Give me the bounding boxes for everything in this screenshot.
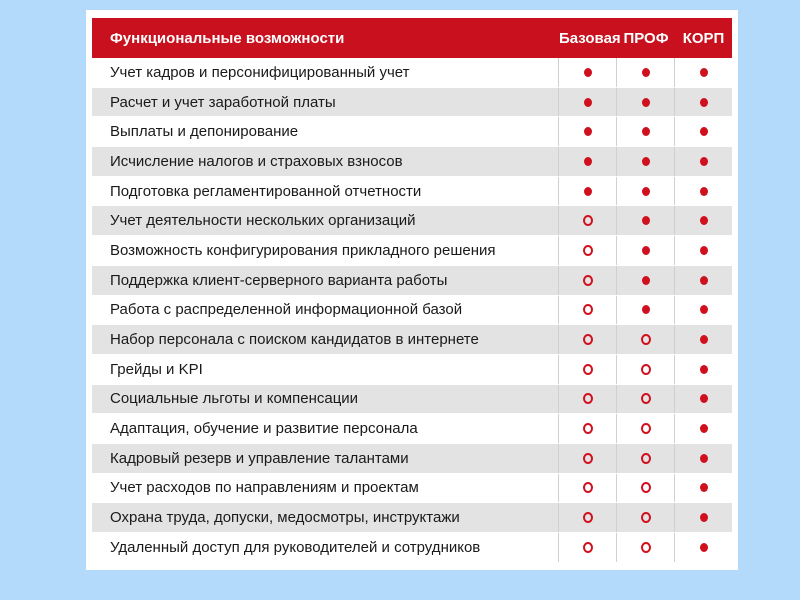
header-basic: Базовая <box>559 29 621 47</box>
ring-icon <box>641 423 651 434</box>
row-cell-basic <box>559 533 617 562</box>
table-row <box>92 325 732 355</box>
table-row <box>92 444 732 474</box>
row-cell-korp <box>675 206 732 235</box>
filled-dot-icon <box>700 68 708 77</box>
table-row <box>92 117 732 147</box>
table-row <box>92 355 732 385</box>
filled-dot-icon <box>642 246 650 255</box>
filled-dot-icon <box>700 394 708 403</box>
table-row <box>92 385 732 415</box>
ring-icon <box>641 393 651 404</box>
ring-icon <box>583 393 593 404</box>
row-cell-prof <box>617 206 675 235</box>
row-cell-korp <box>675 533 732 562</box>
row-label: Учет кадров и персонифицированный учет <box>92 58 559 87</box>
row-cell-korp <box>675 385 732 414</box>
row-cell-korp <box>675 58 732 87</box>
row-cell-korp <box>675 414 732 443</box>
filled-dot-icon <box>700 216 708 225</box>
row-cell-prof <box>617 266 675 295</box>
row-cell-prof <box>617 385 675 414</box>
row-cell-korp <box>675 444 732 473</box>
row-cell-prof <box>617 236 675 265</box>
row-cell-korp <box>675 325 732 354</box>
filled-dot-icon <box>700 127 708 136</box>
filled-dot-icon <box>642 187 650 196</box>
filled-dot-icon <box>642 276 650 285</box>
filled-dot-icon <box>700 335 708 344</box>
filled-dot-icon <box>584 68 592 77</box>
row-cell-basic <box>559 385 617 414</box>
row-cell-korp <box>675 236 732 265</box>
row-label: Учет деятельности нескольких организаций <box>92 206 559 235</box>
row-cell-basic <box>559 355 617 384</box>
ring-icon <box>583 275 593 286</box>
filled-dot-icon <box>642 216 650 225</box>
row-cell-basic <box>559 147 617 176</box>
row-label: Выплаты и депонирование <box>92 117 559 146</box>
filled-dot-icon <box>584 127 592 136</box>
row-cell-basic <box>559 236 617 265</box>
ring-icon <box>583 482 593 493</box>
filled-dot-icon <box>700 365 708 374</box>
row-label: Подготовка регламентированной отчетности <box>92 177 559 206</box>
filled-dot-icon <box>700 424 708 433</box>
ring-icon <box>641 542 651 553</box>
feature-comparison-table <box>92 18 732 558</box>
filled-dot-icon <box>642 127 650 136</box>
ring-icon <box>641 334 651 345</box>
row-label: Социальные льготы и компенсации <box>92 385 559 414</box>
header-feature: Функциональные возможности <box>110 29 345 47</box>
row-cell-basic <box>559 444 617 473</box>
row-cell-basic <box>559 206 617 235</box>
table-row <box>92 58 732 88</box>
table-row <box>92 177 732 207</box>
row-cell-korp <box>675 474 732 503</box>
table-body <box>92 58 732 563</box>
filled-dot-icon <box>642 157 650 166</box>
row-label: Набор персонала с поиском кандидатов в интернете <box>92 325 559 354</box>
filled-dot-icon <box>700 305 708 314</box>
table-row <box>92 296 732 326</box>
row-cell-prof <box>617 58 675 87</box>
row-cell-basic <box>559 474 617 503</box>
filled-dot-icon <box>584 187 592 196</box>
filled-dot-icon <box>700 157 708 166</box>
row-label: Охрана труда, допуски, медосмотры, инструктажи <box>92 503 559 532</box>
row-cell-prof <box>617 296 675 325</box>
row-label: Учет расходов по направлениям и проектам <box>92 474 559 503</box>
row-cell-prof <box>617 117 675 146</box>
row-label: Работа с распределенной информационной базой <box>92 296 559 325</box>
filled-dot-icon <box>700 246 708 255</box>
row-cell-basic <box>559 414 617 443</box>
row-cell-korp <box>675 177 732 206</box>
row-cell-basic <box>559 266 617 295</box>
row-cell-prof <box>617 474 675 503</box>
filled-dot-icon <box>700 483 708 492</box>
table-header <box>92 18 732 58</box>
ring-icon <box>641 364 651 375</box>
row-cell-prof <box>617 88 675 117</box>
row-cell-prof <box>617 355 675 384</box>
ring-icon <box>583 453 593 464</box>
row-cell-prof <box>617 325 675 354</box>
filled-dot-icon <box>700 513 708 522</box>
header-prof: ПРОФ <box>623 29 669 47</box>
row-cell-prof <box>617 533 675 562</box>
row-cell-korp <box>675 117 732 146</box>
ring-icon <box>583 364 593 375</box>
row-label: Поддержка клиент-серверного варианта работы <box>92 266 559 295</box>
row-cell-korp <box>675 296 732 325</box>
ring-icon <box>583 215 593 226</box>
row-label: Возможность конфигурирования прикладного решения <box>92 236 559 265</box>
filled-dot-icon <box>700 98 708 107</box>
table-row <box>92 474 732 504</box>
row-cell-basic <box>559 117 617 146</box>
ring-icon <box>641 512 651 523</box>
header-korp: КОРП <box>682 29 725 47</box>
table-row <box>92 414 732 444</box>
ring-icon <box>583 304 593 315</box>
table-row <box>92 88 732 118</box>
row-cell-korp <box>675 266 732 295</box>
filled-dot-icon <box>642 68 650 77</box>
row-cell-basic <box>559 58 617 87</box>
row-cell-korp <box>675 503 732 532</box>
table-row <box>92 206 732 236</box>
row-cell-prof <box>617 444 675 473</box>
row-label: Кадровый резерв и управление талантами <box>92 444 559 473</box>
row-cell-prof <box>617 147 675 176</box>
ring-icon <box>583 423 593 434</box>
table-row <box>92 533 732 563</box>
row-label: Удаленный доступ для руководителей и сотрудников <box>92 533 559 562</box>
filled-dot-icon <box>700 187 708 196</box>
row-cell-prof <box>617 414 675 443</box>
table-row <box>92 266 732 296</box>
row-label: Расчет и учет заработной платы <box>92 88 559 117</box>
row-cell-basic <box>559 503 617 532</box>
row-cell-korp <box>675 355 732 384</box>
ring-icon <box>583 334 593 345</box>
filled-dot-icon <box>584 157 592 166</box>
row-cell-basic <box>559 88 617 117</box>
table-row <box>92 147 732 177</box>
ring-icon <box>641 453 651 464</box>
row-cell-basic <box>559 325 617 354</box>
row-cell-basic <box>559 296 617 325</box>
filled-dot-icon <box>642 98 650 107</box>
ring-icon <box>641 482 651 493</box>
ring-icon <box>583 245 593 256</box>
ring-icon <box>583 542 593 553</box>
row-cell-korp <box>675 147 732 176</box>
filled-dot-icon <box>642 305 650 314</box>
table-row <box>92 503 732 533</box>
row-label: Адаптация, обучение и развитие персонала <box>92 414 559 443</box>
filled-dot-icon <box>700 454 708 463</box>
row-label: Грейды и KPI <box>92 355 559 384</box>
table-row <box>92 236 732 266</box>
filled-dot-icon <box>700 543 708 552</box>
filled-dot-icon <box>700 276 708 285</box>
row-label: Исчисление налогов и страховых взносов <box>92 147 559 176</box>
row-cell-basic <box>559 177 617 206</box>
row-cell-prof <box>617 503 675 532</box>
ring-icon <box>583 512 593 523</box>
row-cell-prof <box>617 177 675 206</box>
slide-frame <box>86 10 738 570</box>
filled-dot-icon <box>584 98 592 107</box>
row-cell-korp <box>675 88 732 117</box>
